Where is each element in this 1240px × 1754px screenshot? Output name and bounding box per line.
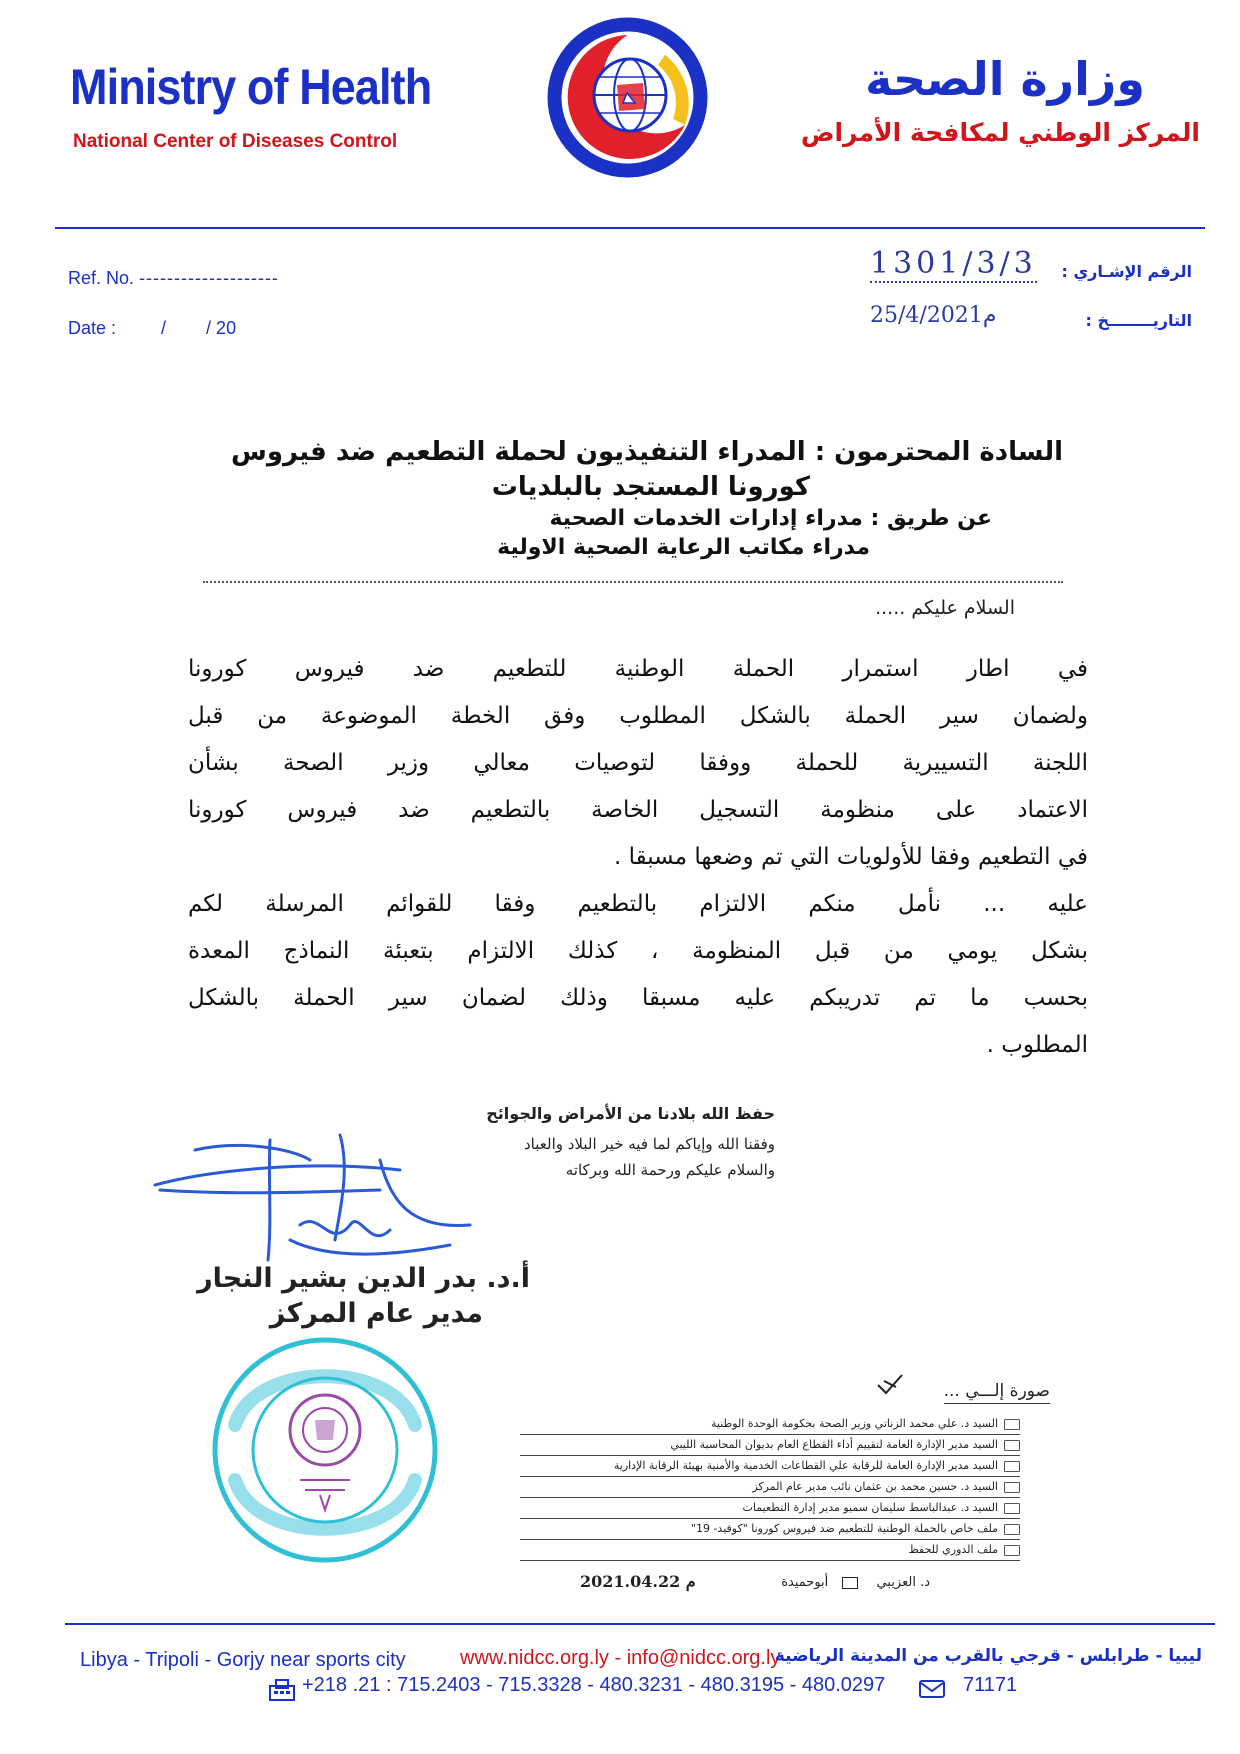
cc-item-text: ملف خاص بالحملة الوطنية للتطعيم ضد فيروس كورونا "كوفيد- 19" xyxy=(690,1522,998,1535)
body-line: في التطعيم وفقا للأولويات التي تم وضعها مسبقا . xyxy=(613,844,1088,870)
fax-icon xyxy=(268,1678,296,1702)
folder-icon xyxy=(1004,1503,1020,1514)
cc-item-text: السيد د. علي محمد الزناتي وزير الصحة بحكومة الوحدة الوطنية xyxy=(710,1417,998,1430)
signatory-title: مدير عام المركز xyxy=(269,1298,483,1329)
body-line: الاعتماد على منظومة التسجيل الخاصة بالتطعيم ضد فيروس كورونا xyxy=(188,797,1088,823)
body-line: بشكل يومي من قبل المنظومة ، كذلك الالتزام بتعبئة النماذج المعدة xyxy=(188,938,1088,964)
footer-po-box: 71171 xyxy=(963,1674,1018,1696)
signature-scribble xyxy=(150,1130,480,1270)
via-line-2: مدراء مكاتب الرعاية الصحية الاولية xyxy=(497,535,870,560)
header-divider xyxy=(55,227,1205,229)
body-line: في اطار استمرار الحملة الوطنية للتطعيم ضد فيروس كورونا xyxy=(188,656,1088,682)
cc-date: 2021.04.22 م xyxy=(580,1572,696,1591)
footer-website[interactable]: www.nidcc.org.ly - info@nidcc.org.ly xyxy=(460,1647,781,1669)
folder-icon xyxy=(1004,1419,1020,1430)
body-line: المطلوب . xyxy=(986,1032,1088,1058)
ministry-title-ar: وزارة الصحة xyxy=(865,52,1145,106)
folder-icon xyxy=(1004,1461,1020,1472)
list-item xyxy=(520,1477,1020,1498)
body-line: ولضمان سير الحملة بالشكل المطلوب وفق الخطة الموضوعة من قبل xyxy=(188,703,1088,729)
date-value-handwritten: 25/4/2021م xyxy=(870,303,997,328)
footer-divider xyxy=(65,1623,1215,1625)
closing-line-3: والسلام عليكم ورحمة الله وبركاته xyxy=(565,1161,775,1179)
cc-footer xyxy=(781,1575,930,1590)
official-stamp xyxy=(205,1330,445,1570)
cc-item-text: السيد د. عبدالباسط سليمان سميو مدير إدارة التطعيمات xyxy=(742,1501,998,1514)
list-item xyxy=(520,1414,1020,1435)
date-value-en: / / 20 xyxy=(161,318,237,338)
logo-emblem xyxy=(545,15,710,180)
ref-no-en xyxy=(68,268,279,289)
list-item xyxy=(520,1435,1020,1456)
signatory-name: أ.د. بدر الدين بشير النجار xyxy=(197,1263,530,1294)
center-subtitle-en: National Center of Diseases Control xyxy=(73,131,398,152)
check-mark-icon xyxy=(876,1373,904,1395)
date-label-ar: التاريــــــــخ : xyxy=(1085,311,1192,330)
body-line: عليه ... نأمل منكم الالتزام بالتطعيم وفقا للقوائم المرسلة لكم xyxy=(188,891,1088,917)
body-paragraph-2 xyxy=(188,891,1088,1079)
closing-line-2: وفقنا الله وإياكم لما فيه خير البلاد والعباد xyxy=(523,1135,775,1153)
list-item xyxy=(520,1519,1020,1540)
cc-item-text: السيد مدير الإدارة العامة لتقييم أداء القطاع العام بديوان المحاسبة الليبي xyxy=(670,1438,998,1451)
via-line-1: عن طريق : مدراء إدارات الخدمات الصحية xyxy=(549,506,992,531)
cc-item-text: السيد د. حسين محمد بن عثمان نائب مدير عام المركز xyxy=(752,1480,998,1493)
folder-icon xyxy=(1004,1440,1020,1451)
folder-icon xyxy=(1004,1524,1020,1535)
computer-icon xyxy=(842,1577,858,1589)
addressee-line-2: كورونا المستجد بالبلديات xyxy=(491,472,810,502)
ref-dashes: -------------------- xyxy=(139,268,279,288)
cc-item-text: ملف الدوري للحفظ xyxy=(908,1543,998,1556)
ref-label-en: Ref. No. xyxy=(68,268,135,288)
footer-phones: +218 .21 : 715.2403 - 715.3328 - 480.3231 - 480.3195 - 480.0297 xyxy=(302,1674,886,1696)
footer-address-ar: ليبيا - طرابلس - قرجي بالقرب من المدينة الرياضية xyxy=(774,1646,1202,1666)
folder-icon xyxy=(1004,1545,1020,1556)
cc-item-text: السيد مدير الإدارة العامة للرقابة علي القطاعات الخدمية والأمنية بهيئة الرقابة الإدارية xyxy=(613,1459,998,1472)
body-line: بحسب ما تم تدريبكم عليه مسبقا وذلك لضمان سير الحملة بالشكل xyxy=(188,985,1088,1011)
body-paragraph-1 xyxy=(188,656,1088,891)
addressee-line-1: السادة المحترمون : المدراء التنفيذيون لحملة التطعيم ضد فيروس xyxy=(230,437,1063,467)
list-item xyxy=(520,1540,1020,1561)
closing-line-1: حفظ الله بلادنا من الأمراض والجوائح xyxy=(486,1104,775,1123)
separator-dots xyxy=(203,581,1063,583)
mail-icon xyxy=(918,1678,946,1700)
cc-list xyxy=(520,1414,1020,1561)
list-item xyxy=(520,1498,1020,1519)
date-en xyxy=(68,318,236,339)
cc-author: د. العزيبي xyxy=(876,1575,930,1590)
body-line: اللجنة التسييرية للحملة ووفقا لتوصيات معالي وزير الصحة بشأن xyxy=(188,750,1088,776)
ref-no-ar: الرقم الإشـاري : xyxy=(1061,262,1192,281)
list-item xyxy=(520,1456,1020,1477)
ref-value-handwritten: 1301/3/3 xyxy=(870,246,1037,281)
ministry-title-en: Ministry of Health xyxy=(70,59,432,115)
cc-heading: صورة إلـــي ... xyxy=(944,1381,1050,1404)
center-subtitle-ar: المركز الوطني لمكافحة الأمراض xyxy=(800,118,1200,147)
folder-icon xyxy=(1004,1482,1020,1493)
footer-address-en: Libya - Tripoli - Gorjy near sports city xyxy=(80,1649,406,1671)
greeting: السلام عليكم ..... xyxy=(875,597,1015,619)
date-label-en: Date : xyxy=(68,318,117,338)
cc-typist: أبوحميدة xyxy=(781,1575,829,1590)
